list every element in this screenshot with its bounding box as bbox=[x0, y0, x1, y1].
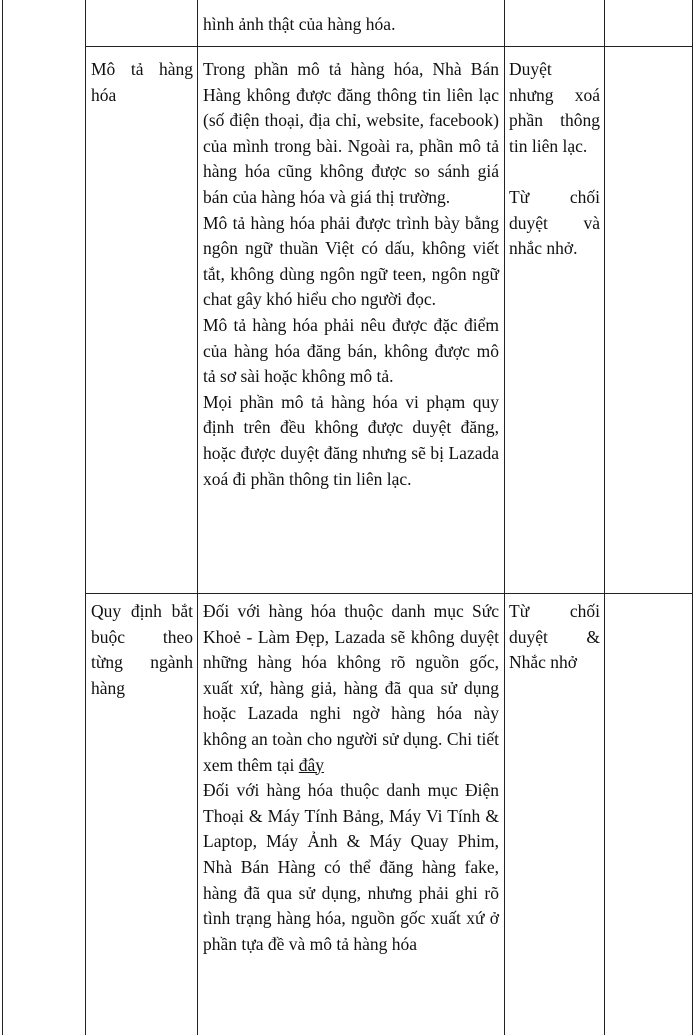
row-2-main-cell bbox=[203, 599, 499, 957]
table-border-col3 bbox=[504, 0, 505, 1035]
row-1-label-cell bbox=[91, 57, 193, 108]
row-1-paragraph-4: Mọi phần mô tả hàng hóa vi phạm quy định trên đều không được duyệt đăng, hoặc được duyệt đăng nhưng sẽ bị Lazada xoá đi phần thông tin liên lạc. bbox=[203, 391, 499, 489]
row-1-paragraph-2: Mô tả hàng hóa phải được trình bày bằng ngôn ngữ thuần Việt có dấu, không viết tắt, không dùng ngôn ngữ teen, ngôn ngữ chat gây khó hiểu cho người đọc. bbox=[203, 212, 499, 310]
row-2-paragraph-1 bbox=[203, 599, 499, 778]
row-1-paragraph-3: Mô tả hàng hóa phải nêu được đặc điểm của hàng hóa đăng bán, không được mô tả sơ sài hoặc không mô tả. bbox=[203, 314, 499, 387]
details-link[interactable]: đây bbox=[298, 754, 325, 775]
row-2-action: Từ chối duyệt & Nhắc nhở bbox=[509, 601, 600, 673]
row-1-action-1: Duyệt nhưng xoá phần thông tin liên lạc. bbox=[509, 59, 600, 156]
table-border-col4 bbox=[604, 0, 605, 1035]
row-1-action-spacer bbox=[509, 159, 600, 185]
row-1-action-2: Từ chối duyệt và nhắc nhở. bbox=[509, 186, 600, 259]
row-2-label: Quy định bắt buộc theo từng ngành hàng bbox=[91, 601, 193, 698]
row-2-paragraph-1-text: Đối với hàng hóa thuộc danh mục Sức Khoẻ - Làm Đẹp, Lazada sẽ không duyệt những hàng hóa không rõ nguồn gốc, xuất xứ, hàng giả, hàng đã qua sử dụng hoặc Lazada nghi ngờ hàng hóa này không an toàn cho người sử dụng. Chi tiết xem thêm bbox=[203, 601, 499, 775]
row-0-paragraph: hình ảnh thật của hàng hóa. bbox=[203, 14, 396, 34]
table-border-col1 bbox=[85, 0, 86, 1035]
row-1-action-cell bbox=[509, 57, 600, 262]
table-border-col2 bbox=[197, 0, 198, 1035]
row-0-main-cell bbox=[203, 12, 499, 38]
row-1-main-cell bbox=[203, 57, 499, 492]
row-1-label: Mô tả hàng hóa bbox=[91, 59, 193, 105]
table-border-right bbox=[692, 0, 693, 1035]
row-separator-2 bbox=[85, 593, 693, 594]
row-2-action-cell bbox=[509, 599, 600, 676]
row-separator-1 bbox=[85, 46, 693, 47]
row-1-paragraph-1: Trong phần mô tả hàng hóa, Nhà Bán Hàng không được đăng thông tin liên lạc (số điện thoại, địa chỉ, website, facebook) của mình trong bài. Ngoài ra, phần mô tả hàng hóa cũng không được so sánh giá bán của hàng hóa và giá thị trường. bbox=[203, 59, 499, 207]
row-2-label-cell bbox=[91, 599, 193, 701]
table-border-left bbox=[2, 0, 3, 1035]
row-2-paragraph-1-tail: tại bbox=[276, 754, 295, 775]
row-2-paragraph-2: Đối với hàng hóa thuộc danh mục Điện Thoại & Máy Tính Bảng, Máy Vi Tính & Laptop, Máy Ảnh & Máy Quay Phim, Nhà Bán Hàng có thể đăng hàng fake, hàng đã qua sử dụng, nhưng phải ghi rõ tình trạng hàng hóa, nguồn gốc xuất xứ ở phần tựa đề và mô tả hàng hóa bbox=[203, 780, 499, 954]
